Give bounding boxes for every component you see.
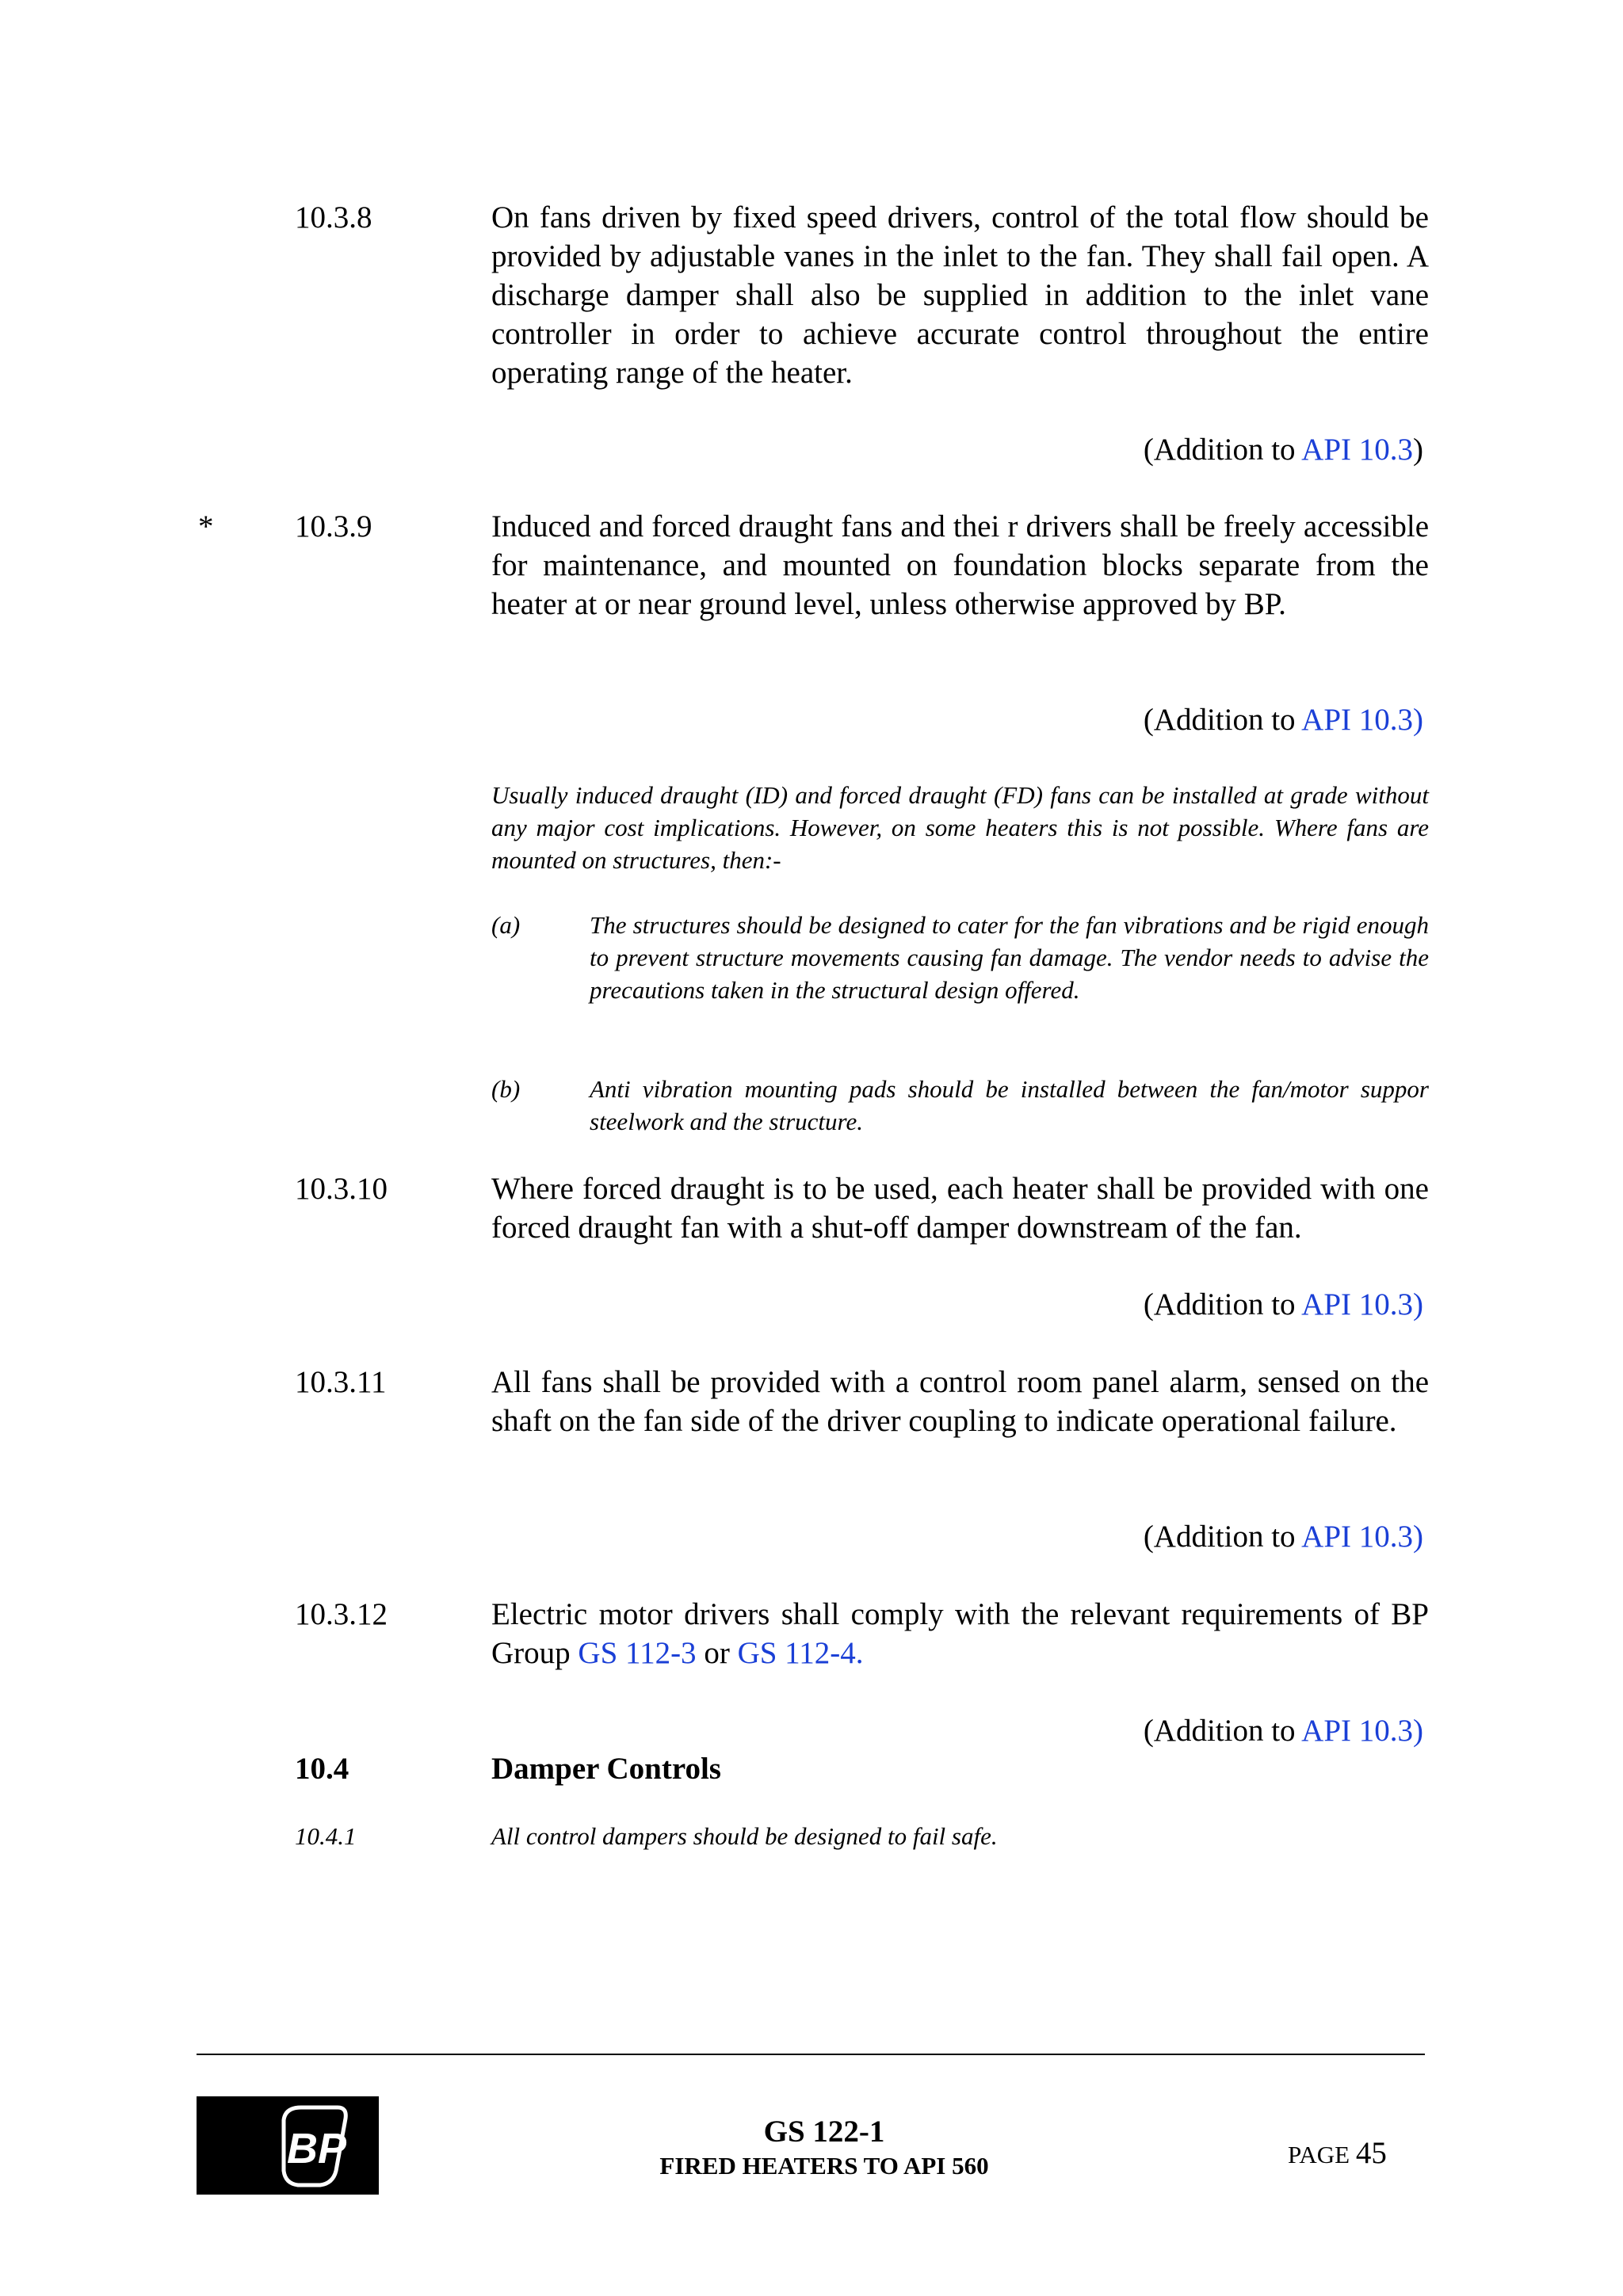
api-10-3-link[interactable]: API 10.3) [1301,1714,1423,1748]
document-id: GS 122-1 [763,2115,885,2149]
addition-prefix: (Addition to [1143,703,1302,737]
page-number [1288,2138,1387,2171]
addition-suffix: ) [1413,433,1423,467]
api-10-3-link[interactable]: API 10.3) [1301,703,1423,737]
api-10-3-link[interactable]: API 10.3 [1301,433,1413,467]
bp-logo [197,2096,379,2195]
section-text-10-3-9 [491,507,1429,624]
list-item-label-a: (a) [491,911,521,939]
gs-112-3-link[interactable]: GS 112-3 [578,1636,697,1670]
paragraph: Where forced draught is to be used, each heater shall be provided with one forced draught fan with a shut-off damper downstream of the fan. [491,1172,1429,1245]
section-text-10-3-11 [491,1363,1429,1440]
section-text-10-3-12 [491,1595,1429,1672]
addition-note-10-3-9 [1144,700,1423,739]
section-heading-number-10-4: 10.4 [295,1752,349,1786]
text-before: Electric motor drivers shall comply with the relevant requirements of BP Group [491,1597,1429,1670]
addition-note-10-3-11 [1144,1517,1423,1556]
paragraph: Induced and forced draught fans and thei r drivers shall be freely accessible for maintenance, and mounted on foundation blocks separate from the heater at or near ground level, unless otherwise approved by BP. [491,509,1429,621]
addition-prefix: (Addition to [1143,1714,1302,1748]
paragraph: All fans shall be provided with a control room panel alarm, sensed on the shaft on the fan side of the driver coupling to indicate operational failure. [491,1365,1429,1438]
paragraph: On fans driven by fixed speed drivers, control of the total flow should be provided by adjustable vanes in the inlet to the fan. They shall fail open. A discharge damper shall also be supplied in addition to the inlet vane controller in order to achieve accurate control throughout the entire operating range of the heater. [491,200,1429,390]
section-number-10-3-8: 10.3.8 [295,200,372,235]
section-number-10-3-12: 10.3.12 [295,1597,388,1631]
footer-divider [197,2054,1425,2055]
gs-112-4-link[interactable]: GS 112-4. [737,1636,864,1670]
list-item-text-b: Anti vibration mounting pads should be installed between the fan/motor suppor steelwork and the structure. [590,1075,1429,1135]
section-text-10-3-10 [491,1169,1429,1247]
paragraph [491,1595,1429,1672]
text-middle: or [696,1636,738,1670]
guidance-note: Usually induced draught (ID) and forced draught (FD) fans can be installed at grade without any major cost implications. However, on some heaters this is not possible. Where fans are mounted on structures, then:- [491,781,1429,874]
addition-prefix: (Addition to [1143,1287,1302,1322]
addition-note-10-3-8 [1144,430,1423,469]
addition-note-10-3-10 [1144,1285,1423,1324]
footer-document-info [555,2114,1094,2182]
document-title: FIRED HEATERS TO API 560 [659,2152,989,2180]
section-number-10-3-9: 10.3.9 [295,509,372,543]
list-item-label-b: (b) [491,1075,521,1103]
change-marker: * [198,509,214,543]
section-text-10-3-8 [491,198,1429,392]
page-label: PAGE [1288,2141,1356,2168]
api-10-3-link[interactable]: API 10.3) [1301,1520,1423,1554]
section-text-10-4-1: All control dampers should be designed to fail safe. [491,1822,998,1850]
list-item-text-a: The structures should be designed to cater for the fan vibrations and be rigid enough to prevent structure movements causing fan damage. The vendor needs to advise the precautions taken in the structural design offered. [590,911,1429,1004]
addition-prefix: (Addition to [1143,433,1302,467]
section-number-10-3-10: 10.3.10 [295,1172,388,1206]
section-number-10-4-1: 10.4.1 [295,1822,357,1850]
section-number-10-3-11: 10.3.11 [295,1365,387,1399]
bp-shield-icon [197,2096,379,2195]
addition-note-10-3-12 [1144,1711,1423,1750]
api-10-3-link[interactable]: API 10.3) [1301,1287,1423,1322]
page-number-value: 45 [1355,2136,1387,2170]
logo-text: BP [287,2125,347,2172]
section-heading-title: Damper Controls [491,1752,721,1786]
addition-prefix: (Addition to [1143,1520,1302,1554]
